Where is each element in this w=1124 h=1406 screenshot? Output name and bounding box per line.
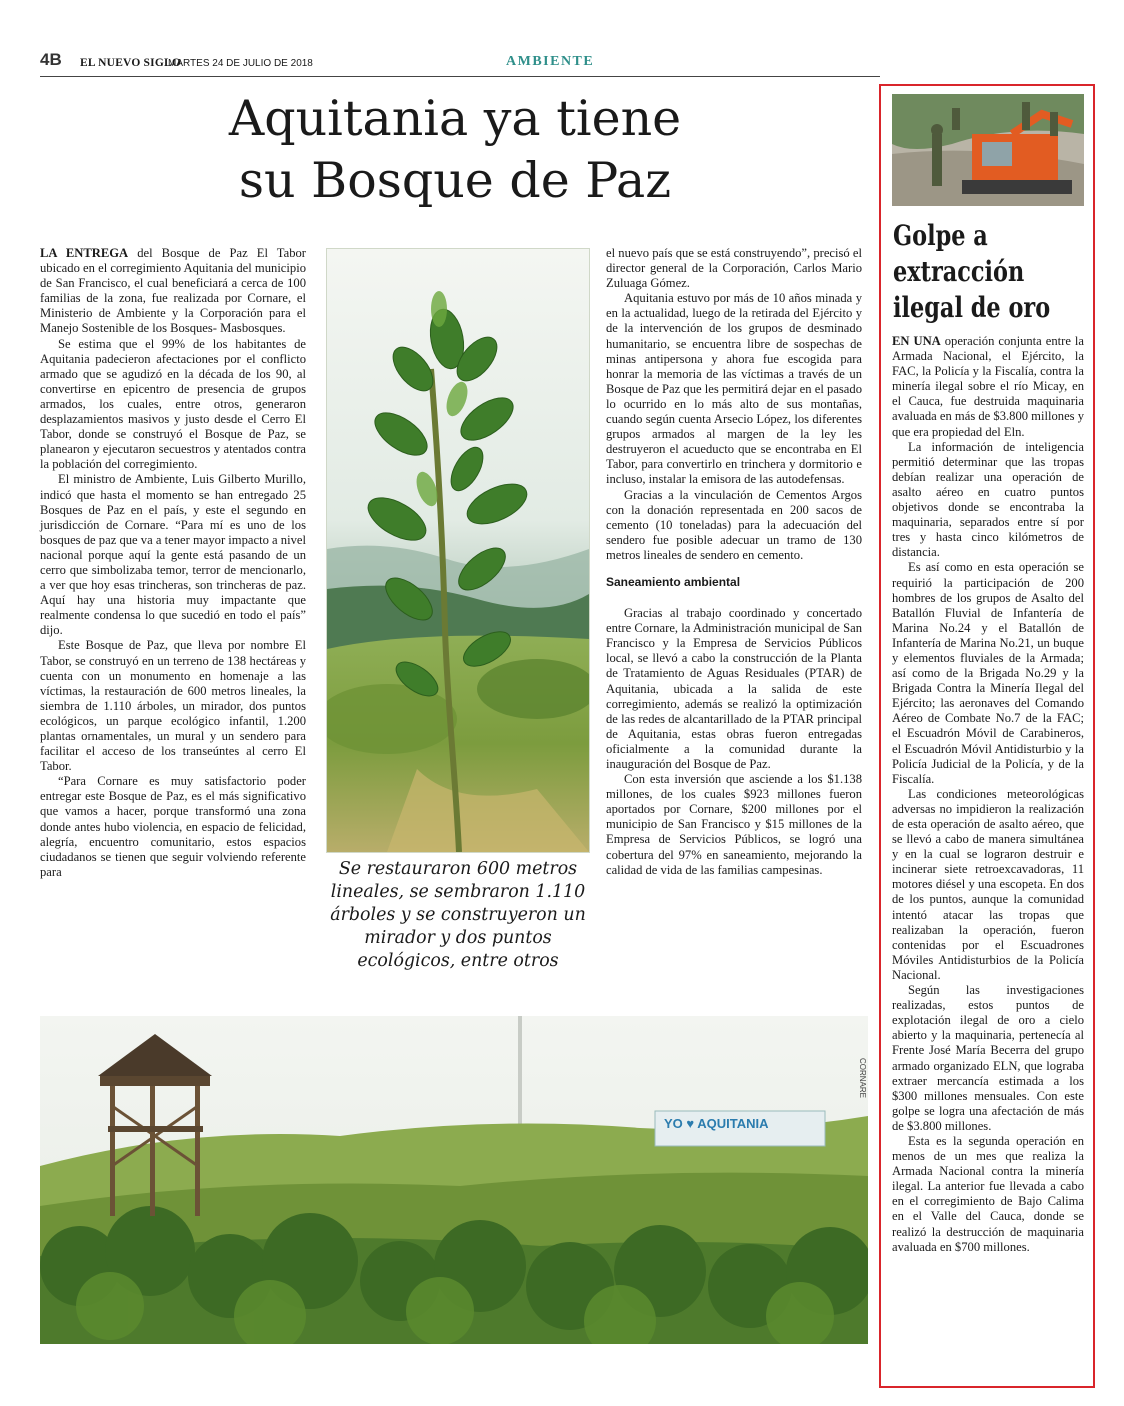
page-number: 4B [40, 50, 62, 69]
article-paragraph: Gracias al trabajo coordinado y concertado entre Cornare, la Administración municipal de San Francisco y la Empresa de Servicios Públicos local, se llevó a cabo la construcción de la Planta de Tratamiento de Aguas Residuales (PTAR) de Aquitania, ubicada a la salida de este corregimiento, además se realizó la optimización de las redes de alcantarillado de la PTAR principal de Aquitania, estas obras fueron entregadas oficialmente a la comunidad durante la inauguración del Bosque de Paz. [606, 606, 862, 771]
seedling-photo [326, 248, 590, 853]
sidebar-paragraph: Según las investigaciones realizadas, estos puntos de explotación ilegal de oro a cielo abierto y la maquinaria, pertenecía al Frente José María Becerra del grupo armado organizado ELN, que lograba extraer mercancía estimada a los $300 millones mensuales. Con este golpe se logra una afectación de más de $3.800 millones. [892, 983, 1084, 1133]
article-paragraph: Gracias a la vinculación de Cementos Argos con la donación representada en 200 sacos de cemento (10 toneladas) para la adecuación del sendero fue posible adecuar un tramo de 130 metros lineales de sendero en cemento. [606, 487, 862, 562]
sidebar-title-line: ilegal de oro [893, 291, 1051, 324]
mining-operation-photo [892, 94, 1084, 206]
section-name: AMBIENTE [506, 54, 595, 69]
article-paragraph: Aquitania estuvo por más de 10 años minada y en la actualidad, luego de la retirada del Ejército y de la intervención de los grupos de desminado humanitario, se encuentra libre de sospechas de minas antipersona y ahora fue escogida para honrar la memoria de las víctimas a través de un Bosque de Paz que les permitirá dejar en el pasado lo ocurrido en lo más alto de sus montañas, cuando según cuenta Arsecio López, los diferentes grupos armados al margen de la ley les destruyeron el acueducto que se encontraba en El Tabor, para convertirlo en trinchera y dormitorio e incluso, instalar la emisora de las autodefensas. [606, 291, 862, 487]
sidebar-paragraph: EN UNA operación conjunta entre la Armada Nacional, el Ejército, la FAC, la Policía y la Fiscalía, contra la minería ilegal sobre el río Micay, en el Cauca, fue destruida maquinaria avaluada en más de $3.800 millones y que era propiedad del Eln. [892, 334, 1085, 439]
article-paragraph: Este Bosque de Paz, que lleva por nombre El Tabor, se construyó en un terreno de 138 hectáreas y cuenta con un monumento en homenaje a las víctimas, la restauración de 600 metros lineales, la siembra de 1.110 árboles, un mirador, dos puntos ecológicos, un parque ecológico infantil, 1.200 plantas ornamentales, un mural y un sendero para facilitar el acceso de los transeúntes al cerro El Tabor. [40, 638, 306, 774]
forest-photo [40, 1016, 868, 1344]
article-paragraph: “Para Cornare es muy satisfactorio poder entregar este Bosque de Paz, es el más significativo que vamos a hacer, porque transformó una zona donde antes hubo violencia, en espacio de felicidad, alegría, encuentro comunitario, estos espacios ciudadanos se tienen que seguir volviendo referente para [40, 774, 306, 879]
sidebar-title-line: extracción [893, 255, 1025, 288]
article-paragraph: Con esta inversión que asciende a los $1.138 millones, de los cuales $923 millones fueron aportados por Cornare, $200 millones por el municipio de San Francisco y $15 millones de la Empresa de Servicios Públicos, se logró una cobertura del 97% en saneamiento, mejorando la calidad de vida de las familias campesinas. [606, 772, 862, 877]
sidebar-title [893, 218, 1053, 326]
sign-text: YO ♥ AQUITANIA [664, 1116, 769, 1131]
forest-illustration [40, 1016, 868, 1344]
article-subhead: Saneamiento ambiental [606, 574, 741, 589]
issue-date: MARTES 24 DE JULIO DE 2018 [168, 58, 313, 69]
article-column-3 [606, 246, 862, 878]
seedling-illustration [327, 249, 589, 852]
mining-illustration [892, 94, 1084, 206]
article-column-1 [40, 246, 306, 880]
masthead: EL NUEVO SIGLO [80, 57, 181, 69]
sidebar-title-line: Golpe a [893, 219, 988, 252]
lead-in: LA ENTREGA [40, 246, 129, 260]
article-paragraph: el nuevo país que se está construyendo”, precisó el director general de la Corporación, Carlos Mario Zuluaga Gómez. [606, 246, 862, 291]
article-title [150, 88, 760, 212]
sidebar-lead-in: EN UNA [892, 334, 941, 348]
article-paragraph: Se estima que el 99% de los habitantes de Aquitania padecieron afectaciones por el conflicto armado que se agudizó en la década de los 90, al convertirse en epicentro de presencia de grupos armados, los cuales, entre otros, generaron desplazamientos masivos y justo desde el Cerro El Tabor, donde se construyó el Bosque de Paz, se planearon y ejecutaron secuestros y atentados contra la población del corregimiento. [40, 336, 306, 472]
header-rule [40, 76, 880, 77]
sidebar-paragraph: La información de inteligencia permitió determinar que las tropas debían realizar una operación de asalto aéreo en cuatro puntos objetivos donde se encontraba la maquinaria, separados entre sí por tres y hasta cinco kilómetros de distancia. [892, 439, 1084, 560]
photo-caption: Se restauraron 600 metros lineales, se sembraron 1.110 árboles y se construyeron un mirador y dos puntos ecológicos, entre otros [330, 859, 586, 971]
sidebar-paragraph: Esta es la segunda operación en menos de un mes que realiza la Armada Nacional contra la minería ilegal. La anterior fue llevada a cabo en el corregimiento de Bajo Calima en el Valle del Cauca, donde se realizó la destrucción de maquinaria avaluada en $700 millones. [892, 1133, 1084, 1254]
sidebar-paragraph: Es así como en esta operación se requirió la participación de 200 hombres de los grupos de Asalto del Batallón Fluvial de Infantería de Marina No.24 y el Batallón de Infantería de Marina No.21, un buque y elementos fluviales de la Armada; así como de la Brigada No.29 y la Brigada Contra la Minería Ilegal del Ejército; las aeronaves del Comando Aéreo de Combate No.7 de la FAC; el Escuadrón Móvil de Carabineros, el Escuadrón Móvil Antidisturbio y la Policía Judicial de la Policía, y de la Fiscalía. [892, 560, 1084, 786]
article-paragraph: LA ENTREGA del Bosque de Paz El Tabor ubicado en el corregimiento Aquitania del municipio de San Francisco, el cual beneficiará a cerca de 100 familias de la zona, fue realizada por Cornare, el Ministerio de Ambiente y la Corporación para el Manejo Sostenible de los Bosques- Masbosques. [40, 246, 306, 336]
article-paragraph: El ministro de Ambiente, Luis Gilberto Murillo, indicó que hasta el momento se han entregado 25 Bosques de Paz en el país, y este el segundo en jurisdicción de Cornare. “Para mí es uno de los bosques de paz que va a tener mayor impacto a nivel nacional porque aquí la gente está pasando de un cerro que simbolizaba temor, terror de mencionarlo, a ver que hoy esas trincheras, son trincheras de paz. Aquí hay una historia muy impactante que realmente condensa lo que sucedió en todo el país” dijo. [40, 472, 306, 638]
article-title-line: Aquitania ya tiene [228, 90, 682, 147]
sidebar-body [892, 334, 1084, 1255]
sidebar-paragraph: Las condiciones meteorológicas adversas no impidieron la realización de esta operación de asalto aéreo, que se llevó a cabo de manera simultánea y en la cual se lograron destruir e incinerar siete retroexcavadoras, 11 motores diésel y una escopeta. En dos de los puntos, aunque la comunidad intentó atacar las tropas que realizaban la operación, fueron contenidas por el Escuadrones Móviles Antidisturbios de la Policía Nacional. [892, 786, 1084, 982]
article-title-line: su Bosque de Paz [238, 152, 672, 209]
photo-credit: CORNARE [858, 1058, 867, 1099]
